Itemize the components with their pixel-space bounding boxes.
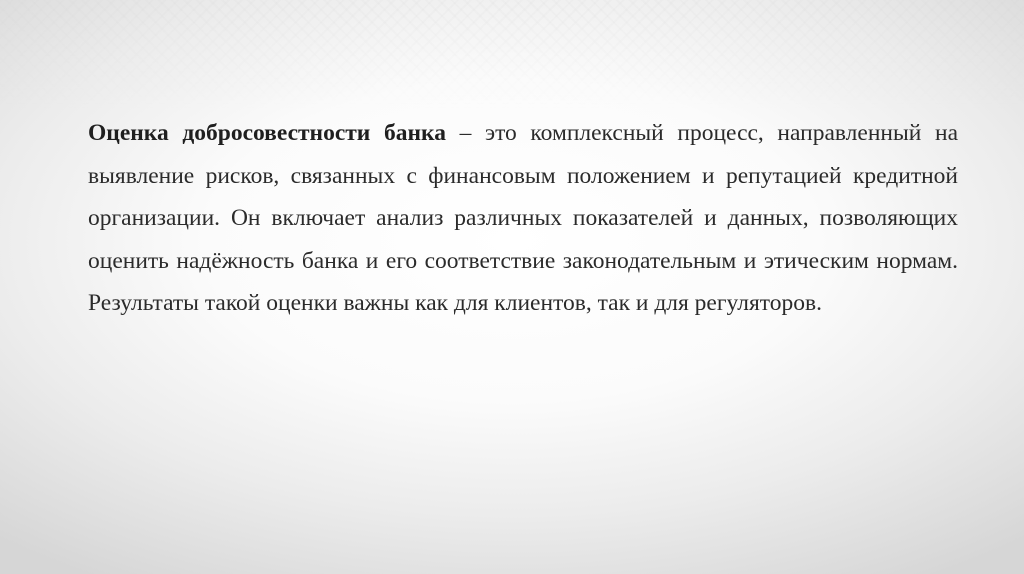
- slide-term: Оценка добросовестности банка: [88, 120, 446, 146]
- slide-definition: – это комплексный процесс, направленный на выявление рисков, связанных с финансовым положением и репутацией кредитной организации. Он включает анализ различных показателей и данных, позволяющих оценить надёжность банка и его соответствие законодательным и этическим нормам. Результаты такой оценки важны как для клиентов, так и для регуляторов.: [88, 120, 958, 316]
- slide-paragraph: [88, 112, 958, 325]
- background-pattern: [0, 0, 1024, 110]
